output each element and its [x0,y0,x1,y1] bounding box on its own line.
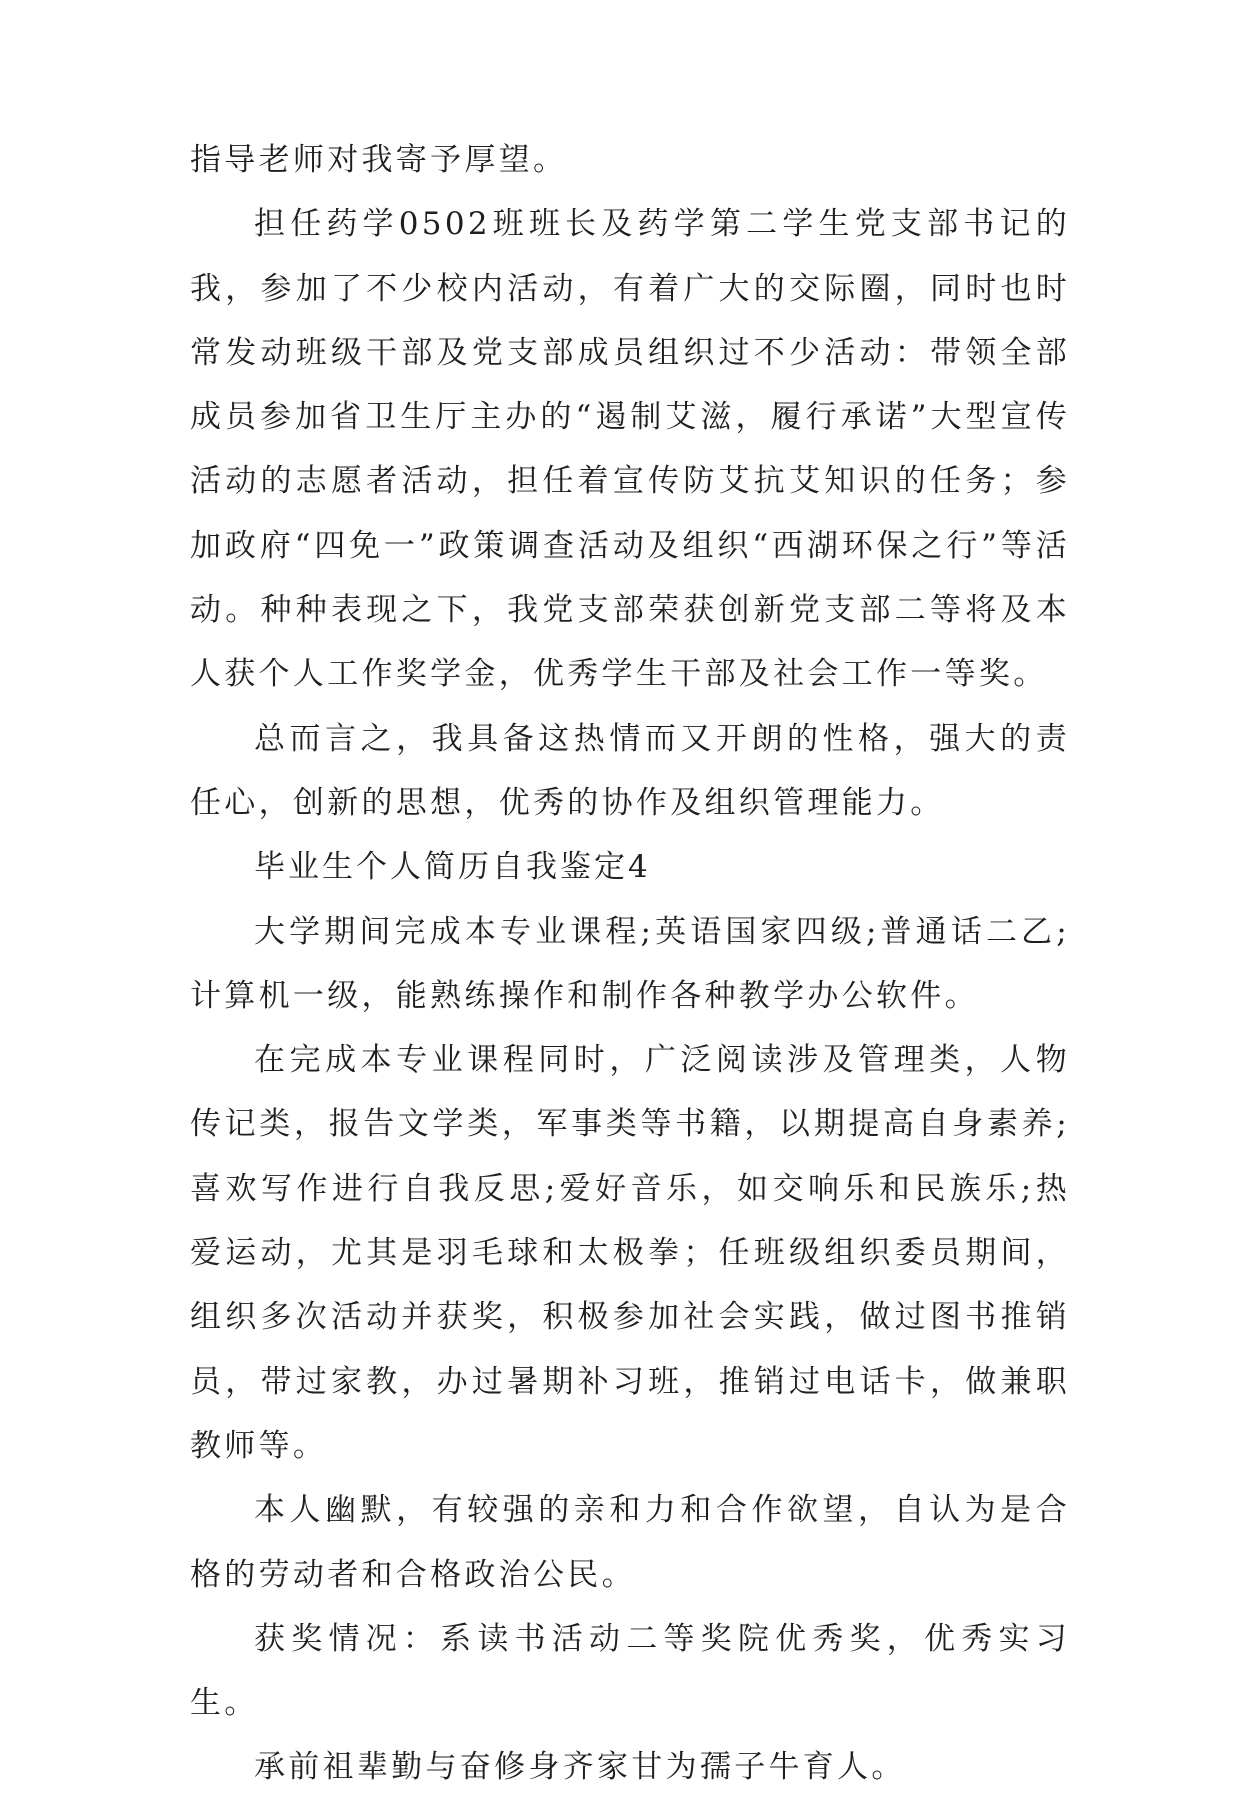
section-heading: 毕业生个人简历自我鉴定4 [254,849,651,886]
paragraph-continuation: 指导老师对我寄予厚望。 [190,142,568,178]
paragraph-motto: 承前祖辈勤与奋修身齐家甘为孺子牛育人。 [254,1749,906,1786]
paragraph-class-monitor: 担任药学0502班班长及药学第二学生党支部书记的我，参加了不少校内活动，有着广大的交际圈，同时也时常发动班级干部及党支部成员组织过不少活动：带领全部成员参加省卫生厅主办的“遏制艾滋，履行承诺”大型宣传活动的志愿者活动，担任着宣传防艾抗艾知识的任务；参加政府“四免一”政策调查活动及组织“西湖环保之行”等活动。种种表现之下，我党支部荣获创新党支部二等将及本人获个人工作奖学金，优秀学生干部及社会工作一等奖。 [190,206,1070,693]
paragraph-courses: 大学期间完成本专业课程;英语国家四级;普通话二乙;计算机一级，能熟练操作和制作各种教学办公软件。 [190,913,1070,1014]
paragraph-interests: 在完成本专业课程同时，广泛阅读涉及管理类，人物传记类，报告文学类，军事类等书籍，以期提高自身素养;喜欢写作进行自我反思;爱好音乐，如交响乐和民族乐;热爱运动，尤其是羽毛球和太极拳；任班级组织委员期间，组织多次活动并获奖，积极参加社会实践，做过图书推销员，带过家教，办过暑期补习班，推销过电话卡，做兼职教师等。 [190,1042,1070,1464]
paragraph-personality: 本人幽默，有较强的亲和力和合作欲望，自认为是合格的劳动者和合格政治公民。 [190,1492,1070,1593]
paragraph-awards: 获奖情况：系读书活动二等奖院优秀奖，优秀实习生。 [190,1620,1070,1722]
paragraph-summary: 总而言之，我具备这热情而又开朗的性格，强大的责任心，创新的思想，优秀的协作及组织管理能力。 [190,720,1070,821]
document-body [190,128,1070,1800]
